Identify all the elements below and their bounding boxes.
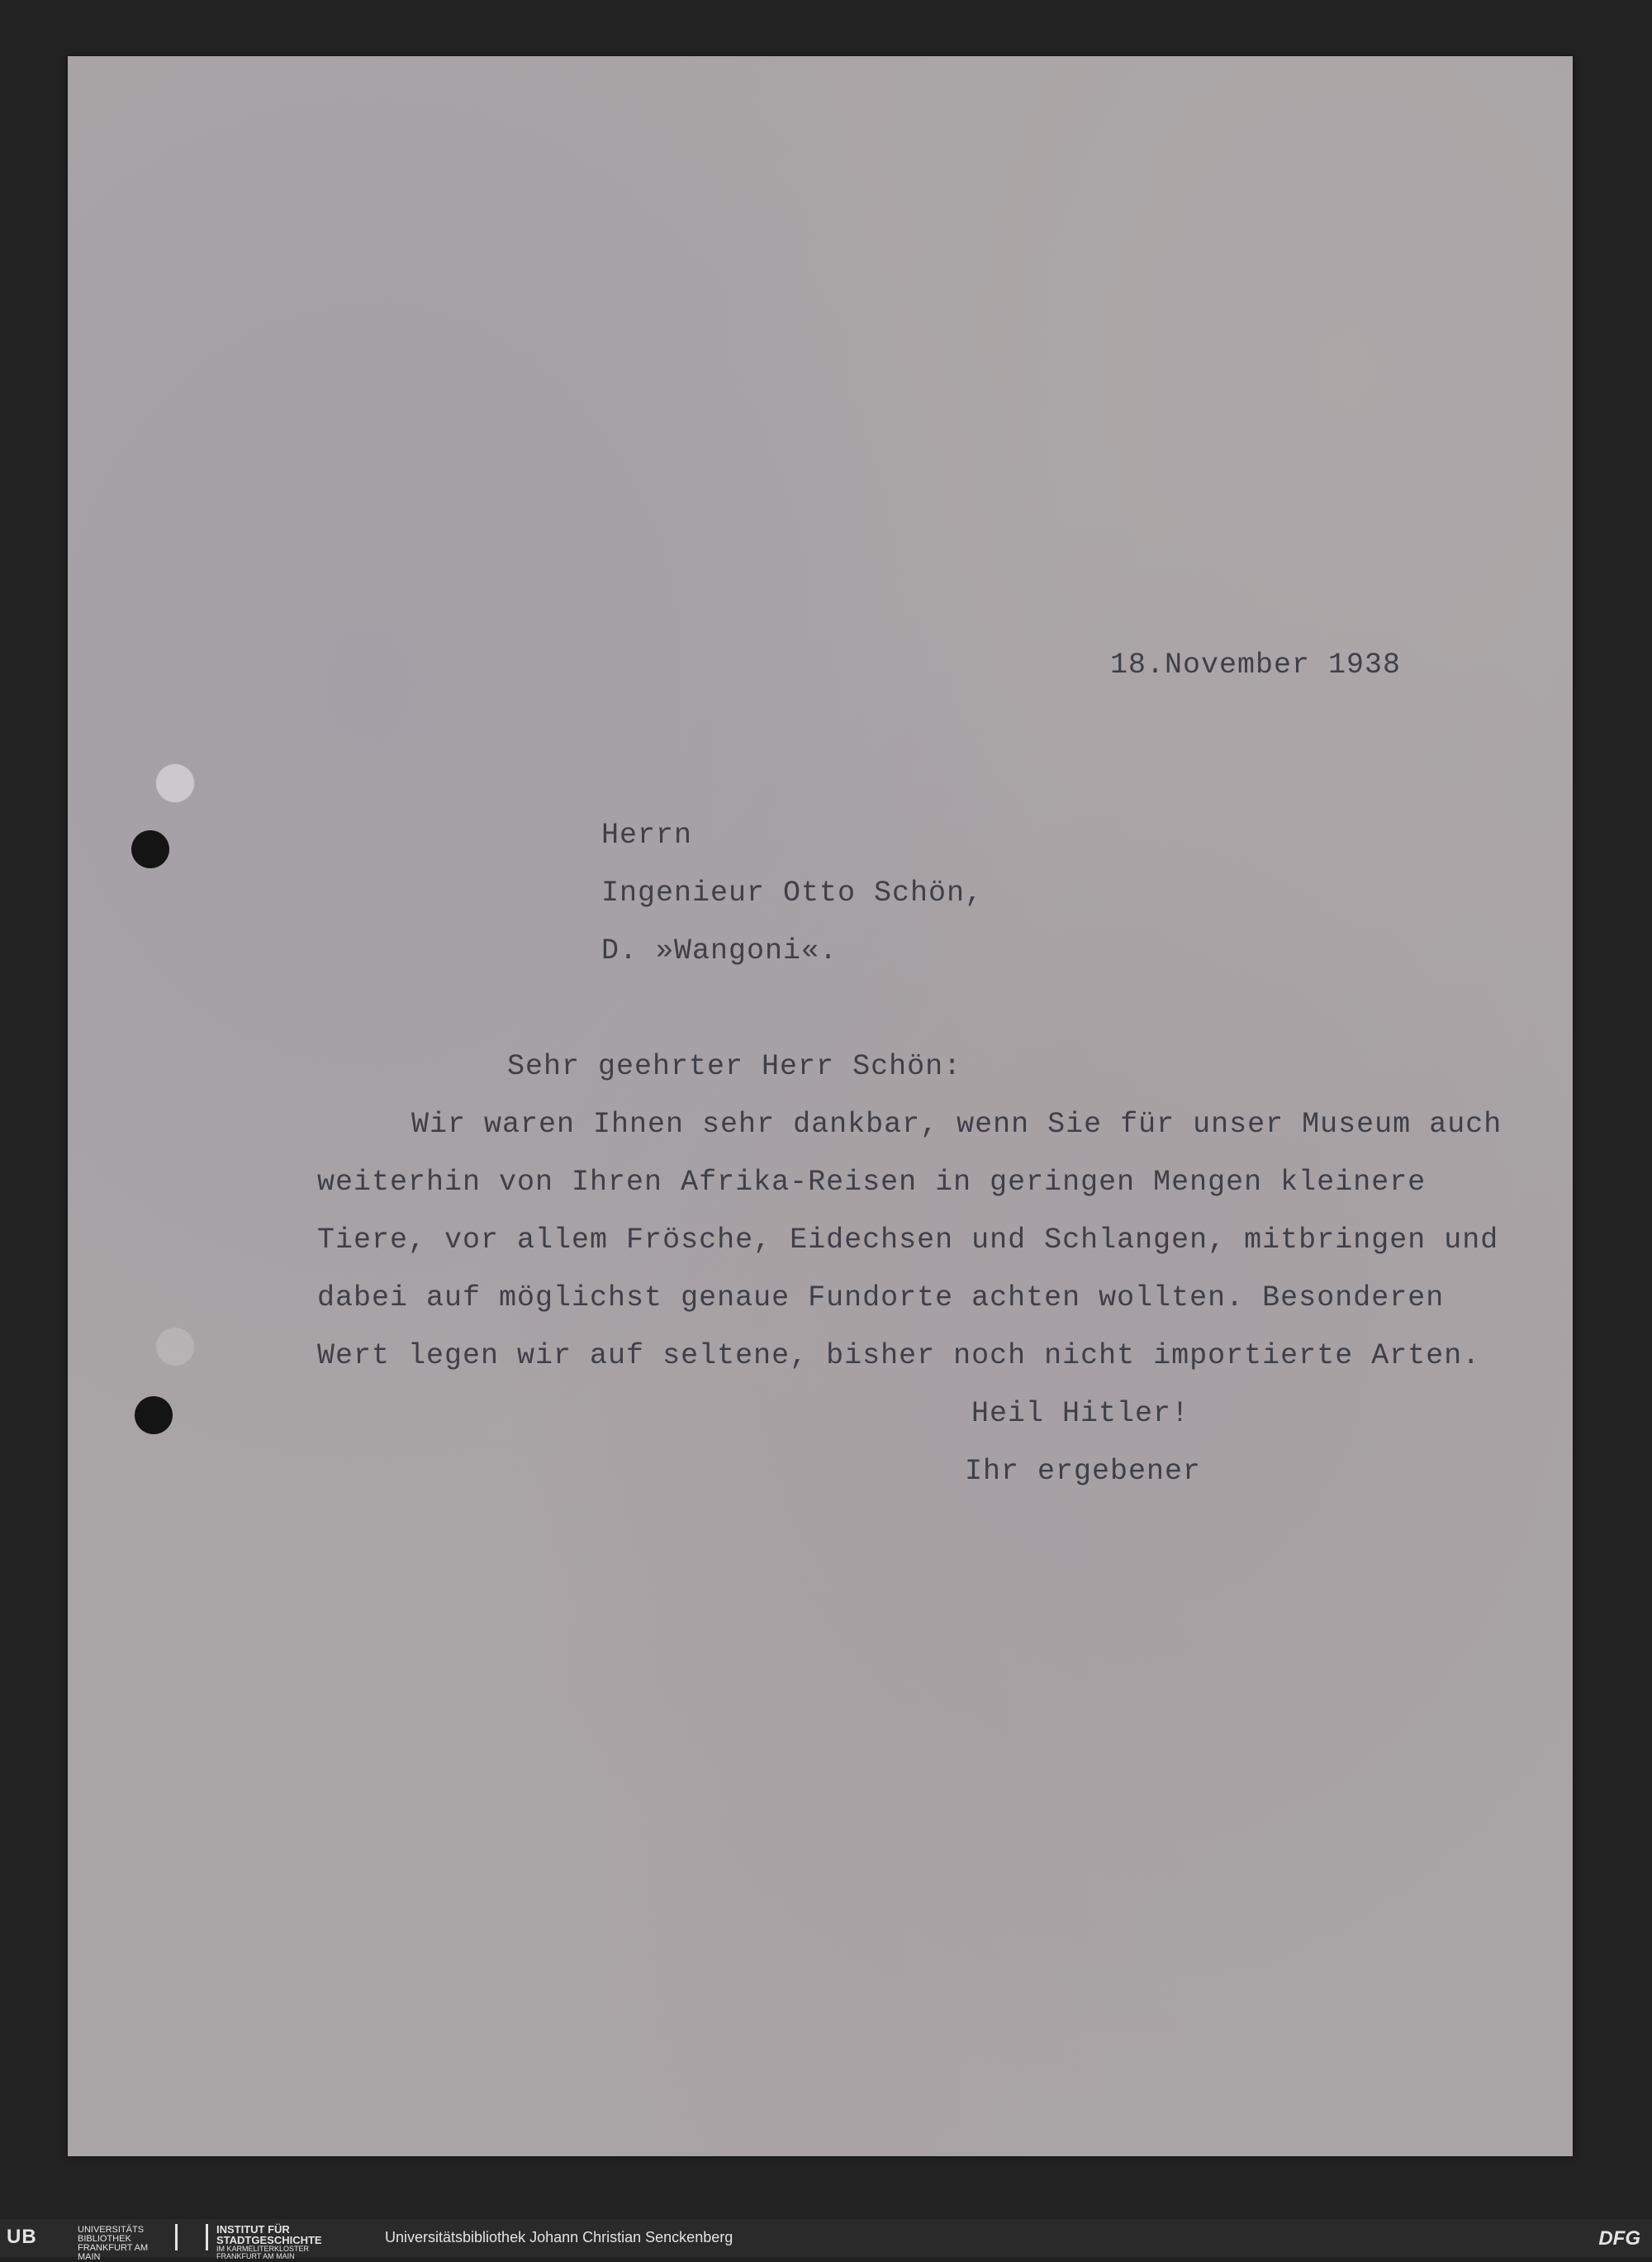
letter-page xyxy=(68,56,1573,2156)
recipient-line-1: Herrn xyxy=(601,819,693,852)
ub-logo-subtitle: UNIVERSITÄTS BIBLIOTHEK FRANKFURT AM MAIN xyxy=(78,2225,149,2262)
archive-footer xyxy=(0,2219,1652,2262)
recipient-line-2: Ingenieur Otto Schön, xyxy=(601,877,984,910)
punch-hole xyxy=(135,1396,173,1434)
punch-hole xyxy=(131,830,169,868)
closing-signoff: Ihr ergebener xyxy=(965,1455,1202,1488)
ub-logo: UB xyxy=(7,2226,37,2248)
body-line: dabei auf möglichst genaue Fundorte achten wollten. Besonderen xyxy=(317,1281,1445,1314)
salutation: Sehr geehrter Herr Schön: xyxy=(507,1050,962,1083)
dfg-logo: DFG xyxy=(1598,2227,1640,2250)
body-line: weiterhin von Ihren Afrika-Reisen in geringen Mengen kleinere xyxy=(317,1166,1427,1199)
body-line: Tiere, vor allem Frösche, Eidechsen und Schlangen, mitbringen und xyxy=(317,1224,1499,1257)
punch-hole-faint xyxy=(155,763,195,803)
isg-logo-subtitle: IM KARMELITERKLOSTER FRANKFURT AM MAIN xyxy=(216,2245,310,2260)
punch-hole-faint xyxy=(155,1327,195,1366)
recipient-line-3: D. »Wangoni«. xyxy=(601,934,838,967)
letter-date: 18.November 1938 xyxy=(1110,649,1402,682)
body-line: Wert legen wir auf seltene, bisher noch nicht importierte Arten. xyxy=(317,1339,1481,1372)
library-credit: Universitätsbibliothek Johann Christian Senckenberg xyxy=(385,2229,733,2245)
body-line: Wir waren Ihnen sehr dankbar, wenn Sie für unser Museum auch xyxy=(411,1108,1502,1141)
isg-logo: INSTITUT FÜR STADTGESCHICHTE xyxy=(216,2223,322,2246)
closing-greeting: Heil Hitler! xyxy=(971,1397,1190,1430)
isg-logo-icon xyxy=(175,2224,208,2250)
